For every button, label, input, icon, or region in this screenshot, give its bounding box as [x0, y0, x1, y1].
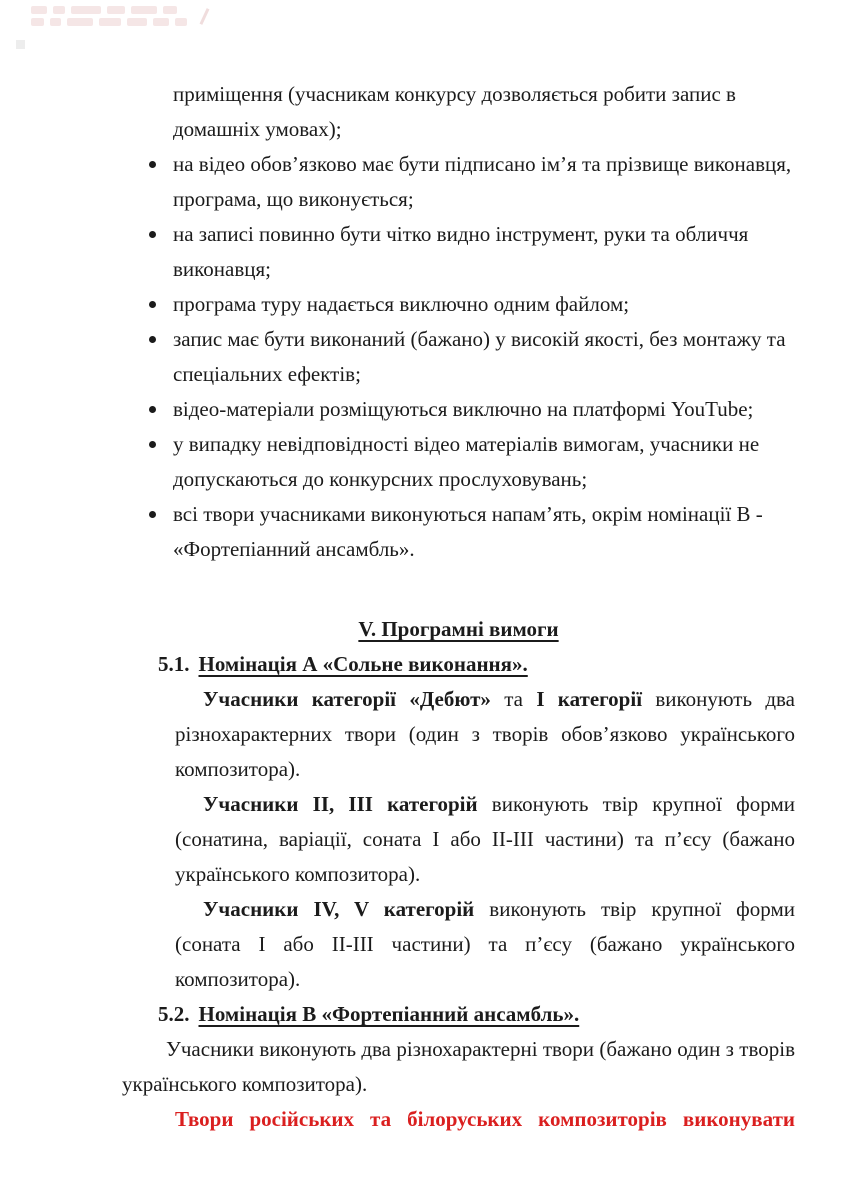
subsection-title: Номінація В «Фортепіанний ансамбль».	[198, 1002, 580, 1026]
paragraph	[122, 1032, 795, 1102]
text-segment: Учасники II, III категорій	[203, 792, 492, 816]
bullet-marker	[149, 441, 156, 448]
bullet-marker	[149, 511, 156, 518]
list-item	[173, 427, 795, 497]
list-item	[173, 497, 795, 567]
list-item-text: запис має бути виконаний (бажано) у високій якості, без монтажу та спеціальних ефектів;	[173, 327, 786, 386]
list-item	[173, 322, 795, 392]
list-item	[173, 287, 795, 322]
bullet-marker	[149, 161, 156, 168]
list-item-text: на записі повинно бути чітко видно інструмент, руки та обличчя виконавця;	[173, 222, 749, 281]
paragraph	[175, 787, 795, 892]
text-segment: I категорії	[536, 687, 656, 711]
list-item	[173, 147, 795, 217]
text-segment: виконують твір крупної форми (сонатина, варіації, соната I або II-III частини) та п’єсу (бажано українського композитора).	[175, 792, 795, 886]
section-heading: V. Програмні вимоги	[358, 617, 559, 641]
cutoff-text-artifact	[31, 6, 291, 30]
subsection-number: 5.1.	[158, 652, 190, 676]
subsection-paragraphs	[122, 1032, 795, 1137]
list-item	[173, 217, 795, 287]
text-segment: Учасники категорії «Дебют»	[203, 687, 505, 711]
list-item-text: відео-матеріали розміщуються виключно на платформі YouTube;	[173, 397, 754, 421]
list-item	[173, 77, 795, 147]
list-item-text: програма туру надається виключно одним файлом;	[173, 292, 630, 316]
bullet-marker	[149, 231, 156, 238]
text-segment: та	[504, 687, 537, 711]
paragraph	[175, 682, 795, 787]
scan-speck	[16, 40, 25, 49]
subsection-paragraphs	[122, 682, 795, 997]
list-item-text: у випадку невідповідності відео матеріалів вимогам, учасники не допускаються до конкурсних прослуховувань;	[173, 432, 760, 491]
text-segment: Учасники IV, V категорій	[203, 897, 490, 921]
warning-paragraph	[122, 1102, 795, 1137]
bullet-marker	[149, 301, 156, 308]
subsection-heading	[158, 647, 795, 682]
list-item-text: на відео обов’язково має бути підписано ім’я та прізвище виконавця, програма, що виконується;	[173, 152, 792, 211]
subsection-5-2	[122, 997, 795, 1137]
text-segment: виконують два різнохарактерних твори (один з творів обов’язково українського композитора).	[175, 687, 795, 781]
subsection-title: Номінація А «Сольне виконання».	[198, 652, 528, 676]
document-body	[122, 77, 795, 1137]
text-segment: виконують твір крупної форми (соната I або II-III частини) та п’єсу (бажано українського композитора).	[175, 897, 795, 991]
requirements-list	[122, 77, 795, 567]
subsection-heading	[158, 997, 795, 1032]
list-item-text: приміщення (учасникам конкурсу дозволяється робити запис в домашніх умовах);	[173, 82, 736, 141]
list-item	[173, 392, 795, 427]
paragraph	[175, 892, 795, 997]
subsection-5-1	[122, 647, 795, 997]
bullet-marker	[149, 406, 156, 413]
text-segment: Учасники виконують два різнохарактерні твори (бажано один з творів українського композитора).	[122, 1037, 795, 1096]
bullet-marker	[149, 336, 156, 343]
list-item-text: всі твори учасниками виконуються напам’ять, окрім номінації В - «Фортепіанний ансамбль».	[173, 502, 763, 561]
text-segment: Твори російських та білоруських композиторів виконувати	[175, 1107, 795, 1131]
subsection-number: 5.2.	[158, 1002, 190, 1026]
